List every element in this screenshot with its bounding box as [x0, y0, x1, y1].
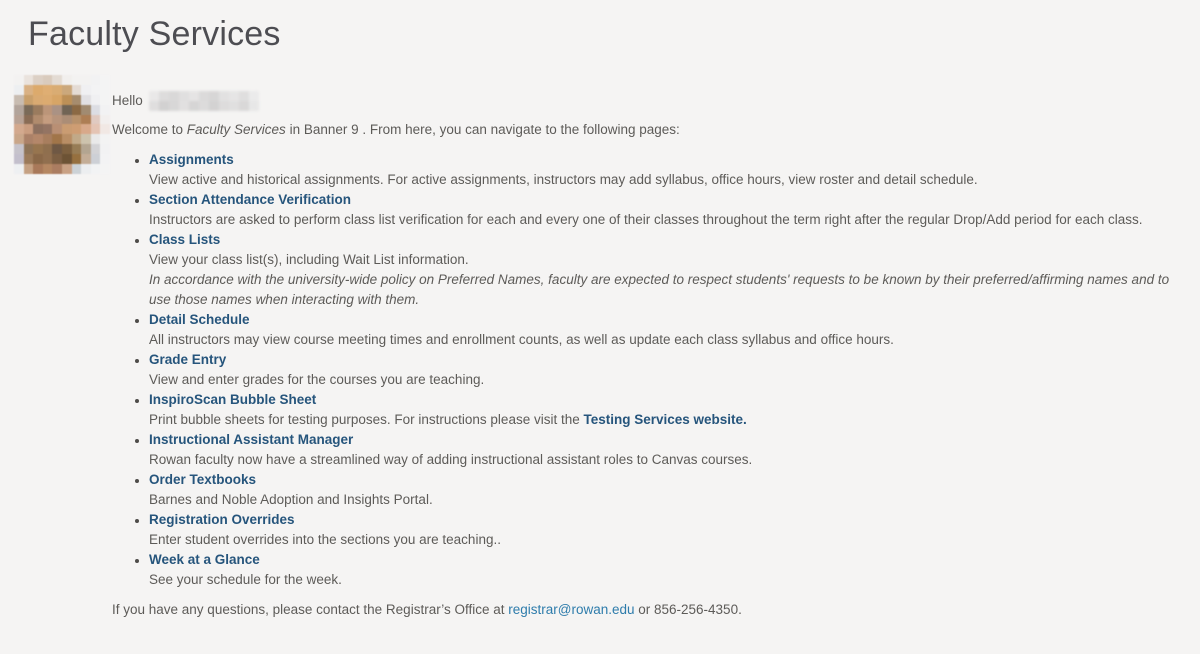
main-content-row — [0, 75, 1200, 620]
link-instructional-assistant-manager[interactable]: Instructional Assistant Manager — [149, 432, 354, 447]
link-detail-schedule[interactable]: Detail Schedule — [149, 312, 250, 327]
redacted-user-name — [149, 91, 259, 111]
intro-suffix: in Banner 9 . From here, you can navigate to the following pages: — [285, 122, 680, 137]
service-list-item — [149, 430, 1170, 470]
service-description: Rowan faculty now have a streamlined way of adding instructional assistant roles to Canvas courses. — [149, 452, 753, 467]
service-list-item — [149, 230, 1170, 310]
service-description: View and enter grades for the courses you are teaching. — [149, 372, 485, 387]
link-inspiroscan-bubble-sheet[interactable]: InspiroScan Bubble Sheet — [149, 392, 317, 407]
service-description: Enter student overrides into the sections you are teaching.. — [149, 532, 501, 547]
link-class-lists[interactable]: Class Lists — [149, 232, 221, 247]
link-week-at-a-glance[interactable]: Week at a Glance — [149, 552, 260, 567]
service-list-item — [149, 550, 1170, 590]
intro-prefix: Welcome to — [112, 122, 187, 137]
hello-label: Hello — [112, 93, 143, 108]
service-description — [149, 410, 1170, 430]
link-registration-overrides[interactable]: Registration Overrides — [149, 512, 295, 527]
service-description: Instructors are asked to perform class list verification for each and every one of their classes throughout the term right after the regular Drop/Add period for each class. — [149, 212, 1143, 227]
service-description: View active and historical assignments. For active assignments, instructors may add syllabus, office hours, view roster and detail schedule. — [149, 172, 978, 187]
content-column — [112, 75, 1200, 620]
link-assignments[interactable]: Assignments — [149, 152, 234, 167]
contact-prefix: If you have any questions, please contact the Registrar’s Office at — [112, 602, 509, 617]
service-description: All instructors may view course meeting times and enrollment counts, as well as update each class syllabus and office hours. — [149, 332, 894, 347]
link-section-attendance-verification[interactable]: Section Attendance Verification — [149, 192, 352, 207]
service-list-item — [149, 310, 1170, 350]
service-description: Barnes and Noble Adoption and Insights Portal. — [149, 492, 433, 507]
service-description: See your schedule for the week. — [149, 572, 342, 587]
contact-suffix: or 856-256-4350. — [634, 602, 742, 617]
link-grade-entry[interactable]: Grade Entry — [149, 352, 227, 367]
service-description: View your class list(s), including Wait List information. — [149, 252, 469, 267]
service-list-item — [149, 350, 1170, 390]
registrar-contact-line — [112, 600, 1170, 620]
intro-text — [112, 120, 1170, 140]
greeting-line — [112, 91, 1170, 111]
service-list-item — [149, 510, 1170, 550]
service-description-text: Print bubble sheets for testing purposes. For instructions please visit the — [149, 412, 584, 427]
service-list-item — [149, 470, 1170, 510]
service-list-item — [149, 390, 1170, 430]
service-list-item — [149, 150, 1170, 190]
link-order-textbooks[interactable]: Order Textbooks — [149, 472, 257, 487]
service-list-item — [149, 190, 1170, 230]
services-list — [112, 150, 1170, 590]
registrar-email-link[interactable]: registrar@rowan.edu — [508, 602, 635, 617]
preferred-names-policy-note: In accordance with the university-wide policy on Preferred Names, faculty are expected to respect students' requests to be known by their preferred/affirming names and to use those names when interacting with them. — [149, 272, 1170, 307]
page-title: Faculty Services — [28, 15, 281, 53]
user-avatar — [14, 75, 110, 174]
intro-app-name: Faculty Services — [186, 122, 286, 137]
link-testing-services-website[interactable]: Testing Services website. — [583, 412, 747, 427]
